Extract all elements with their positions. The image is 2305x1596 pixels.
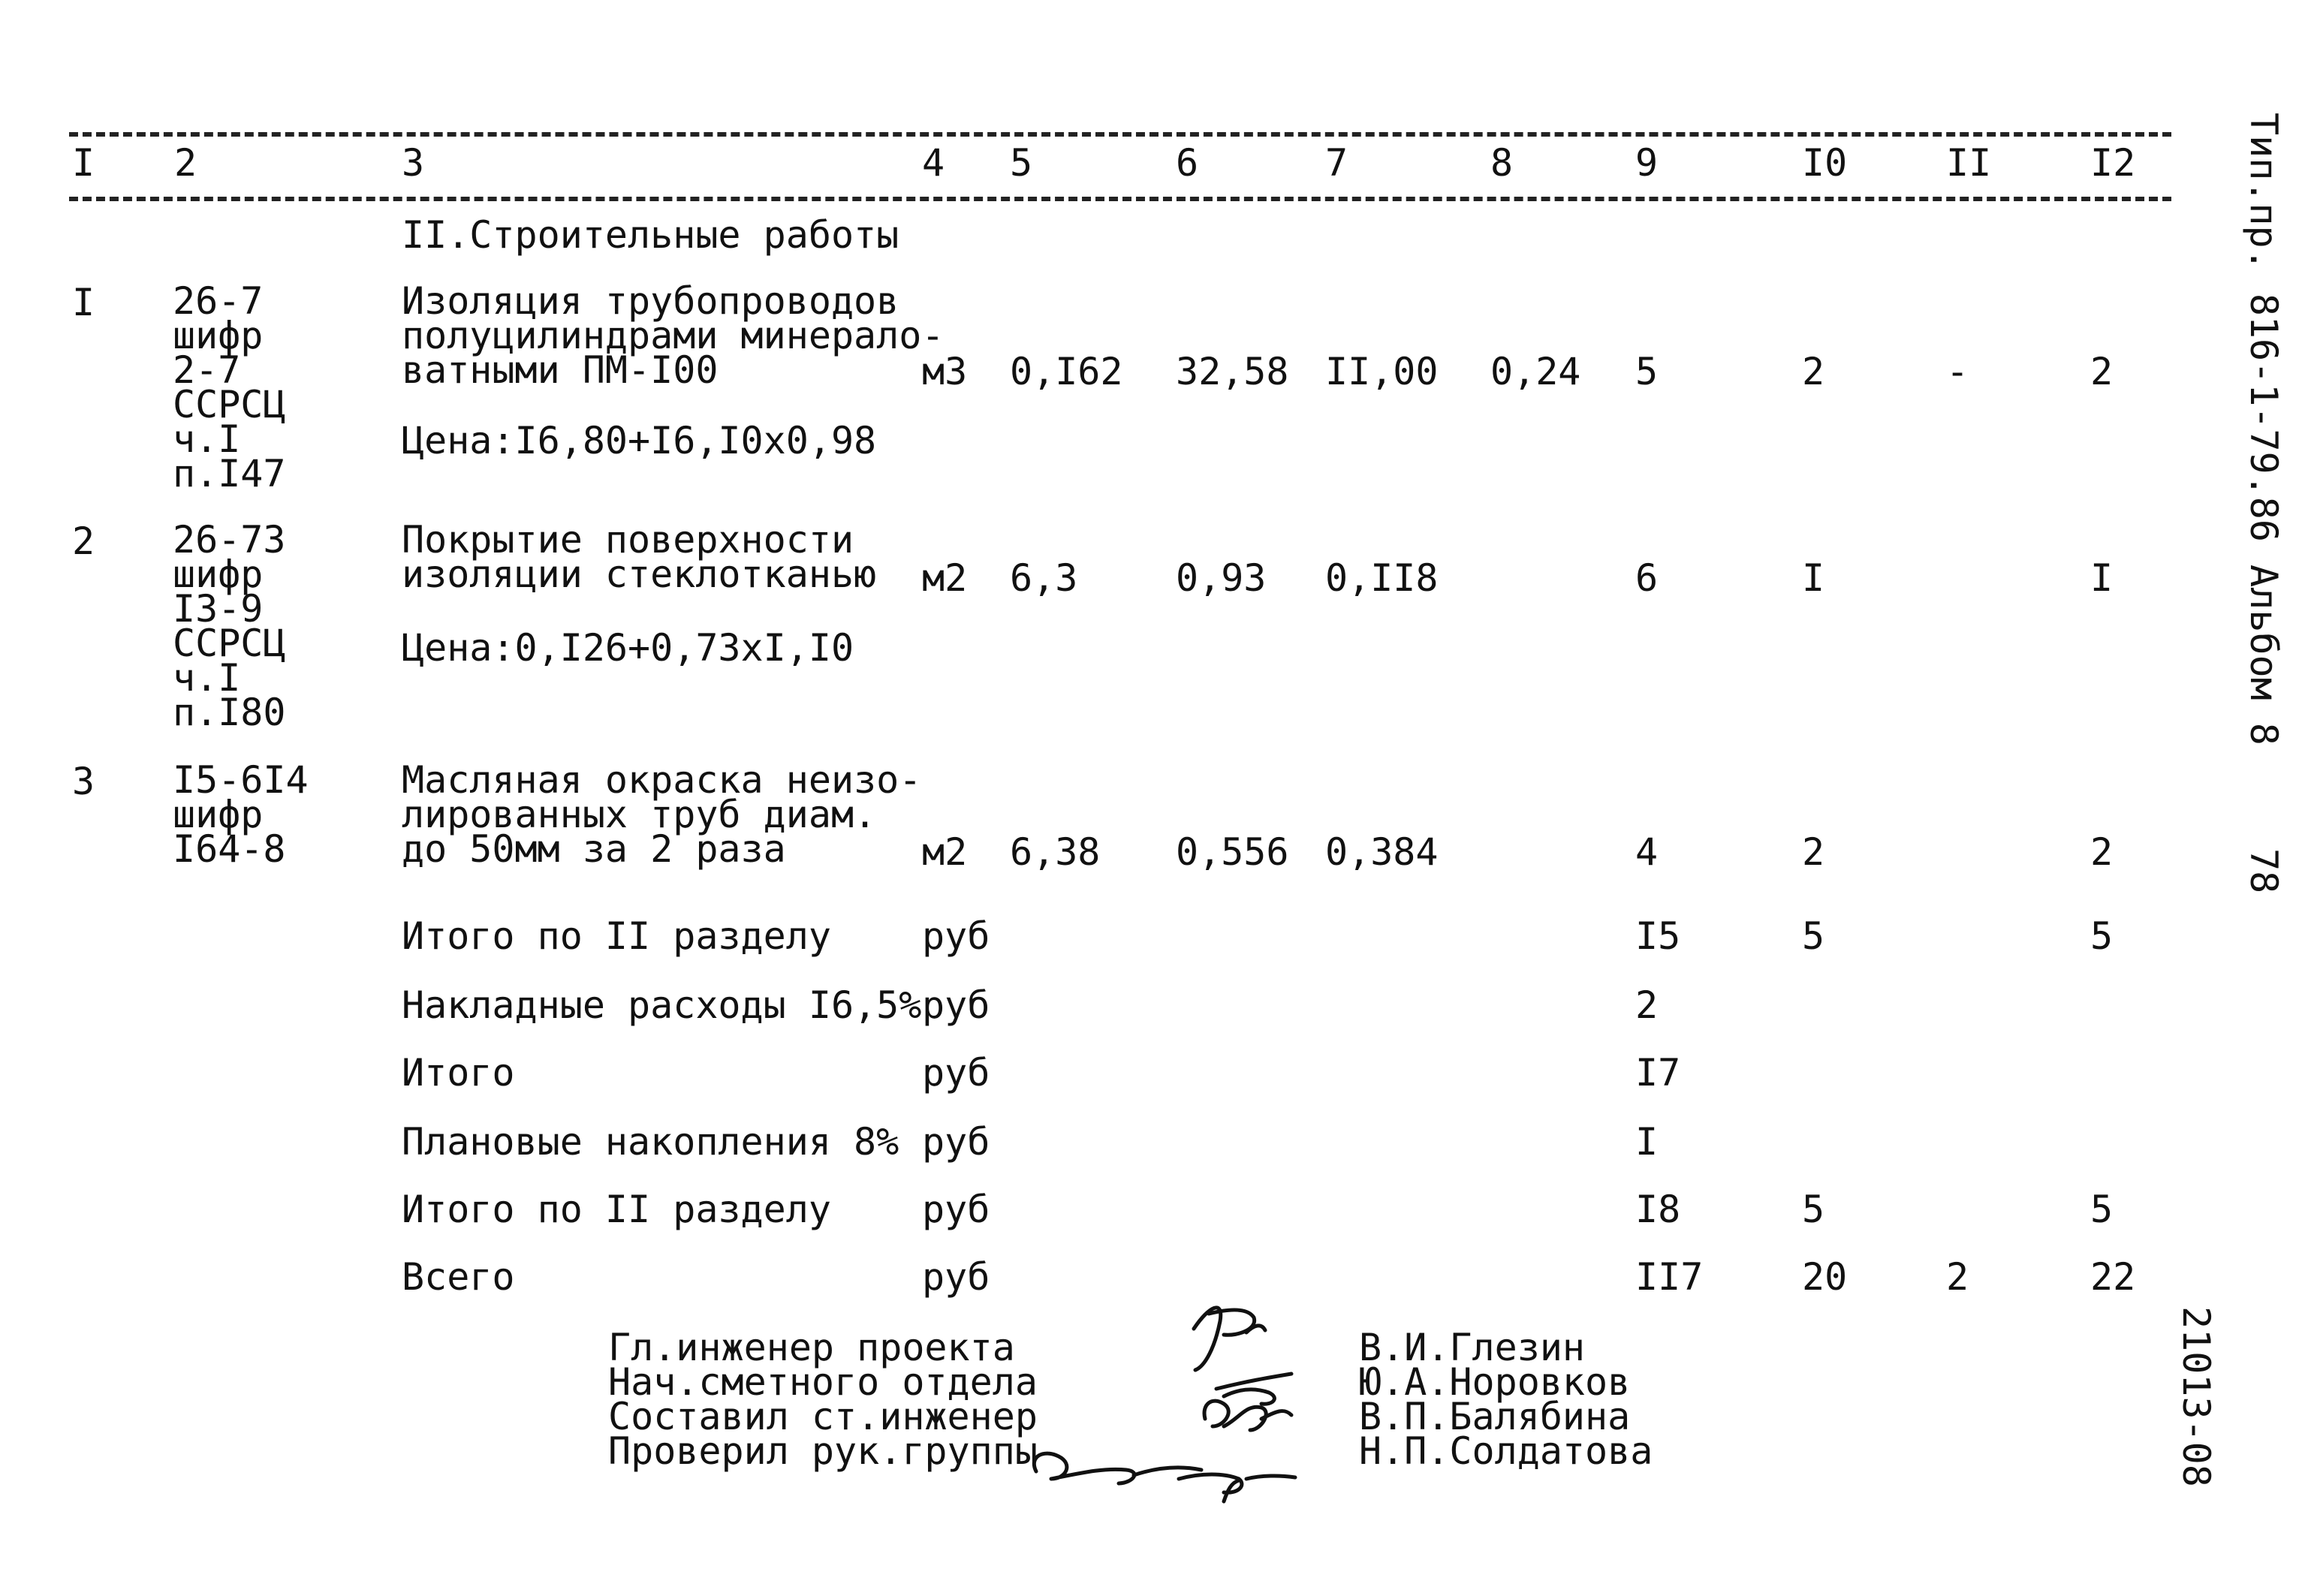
row-price: Цена:0,I26+0,73хI,I0 [402,626,854,670]
header-col-8: 8 [1490,141,1514,185]
total-unit: руб [922,1051,990,1095]
header-bottom-rule [69,197,2171,201]
row-number: I [72,281,95,324]
code-line: шифр [173,553,264,596]
row-col5: 6,3 [1010,556,1078,600]
total-label: Итого [402,1051,515,1095]
code-line: I64-8 [173,827,286,871]
signature-stroke [1216,1374,1291,1404]
header-col-1: I [72,141,95,185]
total-label: Накладные расходы I6,5% [402,983,922,1027]
header-col-2: 2 [174,141,197,185]
code-line: ССРСЦ [173,622,286,665]
header-col-5: 5 [1010,141,1033,185]
row-col11: - [1946,350,1969,393]
signature-name: Ю.А.Норовков [1359,1360,1631,1404]
row-unit: м3 [922,350,968,393]
desc-line: до 50мм за 2 раза [402,827,786,871]
code-line: I5-6I4 [173,758,309,802]
row-col5: 0,I62 [1010,350,1123,393]
code-line: 26-7 [173,279,264,323]
total-col9: 2 [1635,983,1659,1027]
row-col12: 2 [2090,350,2114,393]
total-unit: руб [922,1120,990,1164]
total-col9: I8 [1635,1188,1681,1231]
header-col-3: 3 [402,141,425,185]
row-description [402,758,922,871]
row-col5: 6,38 [1010,830,1101,874]
header-col-12: I2 [2090,141,2136,185]
signature-role: Нач.сметного отдела [608,1360,1038,1404]
row-col6: 32,58 [1176,350,1289,393]
row-description [402,279,945,392]
album-label: Тип.пр. 816-1-79.86 Альбом 8 [2242,113,2285,745]
row-description [402,518,877,596]
code-line: п.I80 [173,691,286,734]
row-col12: I [2090,556,2114,600]
handwritten-signatures [1021,1276,1366,1516]
row-col6: 0,93 [1176,556,1267,600]
total-col10: 5 [1802,914,1825,958]
row-col9: 6 [1635,556,1659,600]
row-col10: 2 [1802,350,1825,393]
code-line: шифр [173,793,264,836]
total-label: Плановые накопления 8% [402,1120,899,1164]
header-col-9: 9 [1635,141,1659,185]
code-line: 26-73 [173,518,286,562]
row-code [173,518,286,734]
row-col7: II,00 [1325,350,1439,393]
total-label: Всего [402,1255,515,1299]
document-stamp: 21013-08 [2174,1306,2218,1487]
total-label: Итого по II разделу [402,1188,831,1231]
row-col10: 2 [1802,830,1825,874]
row-col10: I [1802,556,1825,600]
total-col12: 5 [2090,914,2114,958]
total-col12: 22 [2090,1255,2136,1299]
total-col9: I7 [1635,1051,1681,1095]
desc-line: ватными ПМ-I00 [402,348,719,392]
desc-line: изоляции стеклотканью [402,553,877,596]
signature-stroke [1194,1308,1265,1370]
row-col8: 0,24 [1490,350,1581,393]
total-col9: II7 [1635,1255,1704,1299]
header-col-4: 4 [922,141,945,185]
total-col9: I [1635,1120,1659,1164]
signature-role: Составил ст.инженер [608,1395,1038,1438]
row-unit: м2 [922,556,968,600]
total-col10: 20 [1802,1255,1848,1299]
row-number: 2 [72,519,95,563]
total-col11: 2 [1946,1255,1969,1299]
signature-name: В.И.Глезин [1359,1326,1586,1369]
total-label: Итого по II разделу [402,914,831,958]
row-code [173,758,309,871]
header-top-rule [69,132,2171,137]
signature-name: В.П.Балябина [1359,1395,1631,1438]
signature-role: Гл.инженер проекта [608,1326,1015,1369]
code-line: ССРСЦ [173,383,286,426]
code-line: ч.I [173,656,241,700]
total-unit: руб [922,983,990,1027]
row-col7: 0,II8 [1325,556,1439,600]
header-col-10: I0 [1802,141,1848,185]
signature-roles [608,1326,1038,1473]
row-number: 3 [72,760,95,803]
desc-line: лированных труб диам. [402,793,877,836]
total-unit: руб [922,1255,990,1299]
code-line: ч.I [173,417,241,461]
signature-name: Н.П.Солдатова [1359,1429,1653,1473]
header-col-6: 6 [1176,141,1199,185]
row-col9: 5 [1635,350,1659,393]
signature-names [1359,1326,1653,1473]
row-unit: м2 [922,830,968,874]
code-line: п.I47 [173,452,286,495]
row-col6: 0,556 [1176,830,1289,874]
section-title: II.Строительные работы [402,213,899,257]
code-line: шифр [173,314,264,357]
header-col-11: II [1946,141,1992,185]
desc-line: Покрытие поверхности [402,518,854,562]
signature-stroke [1204,1401,1291,1430]
row-col9: 4 [1635,830,1659,874]
desc-line: Изоляция трубопроводов [402,279,899,323]
row-col7: 0,384 [1325,830,1439,874]
desc-line: Масляная окраска неизо- [402,758,922,802]
row-code [173,279,286,495]
total-col9: I5 [1635,914,1681,958]
total-unit: руб [922,914,990,958]
header-col-7: 7 [1325,141,1348,185]
total-unit: руб [922,1188,990,1231]
code-line: I3-9 [173,587,264,631]
row-price: Цена:I6,80+I6,I0х0,98 [402,419,877,462]
signature-stroke [1034,1453,1295,1501]
page-number: 78 [2242,848,2285,894]
code-line: 2-7 [173,348,241,392]
row-col12: 2 [2090,830,2114,874]
signature-role: Проверил рук.группы [608,1429,1038,1473]
total-col10: 5 [1802,1188,1825,1231]
desc-line: полуцилиндрами минерало- [402,314,945,357]
total-col12: 5 [2090,1188,2114,1231]
